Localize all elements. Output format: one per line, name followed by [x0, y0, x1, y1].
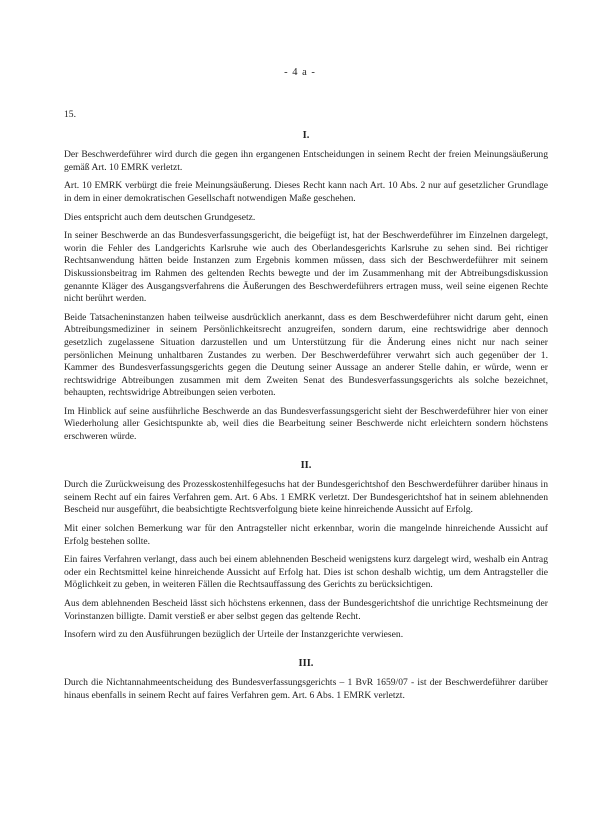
- paragraph: Durch die Zurückweisung des Prozesskostenhilfegesuchs hat der Bundesgerichtshof den Beschwerdeführer darüber hinaus in seinem Recht auf ein faires Verfahren gem. Art. 6 Abs. 1 EMRK verletzt. Der Bundesgerichtshof hat in seinem ablehnenden Bescheid nur ausgeführt, die beabsichtigte Rechtsverfolgung biete keine hinreichende Aussicht auf Erfolg.: [64, 479, 548, 516]
- section-heading-2: II.: [300, 459, 312, 471]
- paragraph: Beide Tatsacheninstanzen haben teilweise ausdrücklich anerkannt, dass es dem Beschwerdeführer nicht darum geht, einen Abtreibungsmediziner in seinem Persönlichkeitsrecht anzugreifen, sondern darum, eine rechtswidrige aber dennoch gesetzlich zugelassene Situation darzustellen und um Unterstützung für die Änderung eines nicht nur nach seiner persönlichen Meinung unhaltbaren Zustandes zu werben. Der Beschwerdeführer verwahrt sich auch gegenüber der 1. Kammer des Bundesverfassungsgerichts gegen die Deutung seiner Aussage an anderer Stelle dahin, er würde, wenn er rechtswidrige Abtreibungen zusammen mit dem Zweiten Senat des Bundesverfassungsgerichts als solche bezeichnet, behaupten, rechtswidrige Abtreibungen seien verboten.: [64, 311, 548, 399]
- paragraph: Insofern wird zu den Ausführungen bezüglich der Urteile der Instanzgerichte verwiesen.: [64, 629, 404, 641]
- section-heading-3: III.: [298, 657, 314, 669]
- paragraph: Dies entspricht auch dem deutschen Grundgesetz.: [64, 211, 256, 223]
- paragraph: Mit einer solchen Bemerkung war für den Antragsteller nicht erkennbar, worin die mangelnde hinreichende Aussicht auf Erfolg bestehen sollte.: [64, 523, 548, 547]
- page-number: - 4 a -: [284, 67, 316, 78]
- paragraph: Durch die Nichtannahmeentscheidung des Bundesverfassungsgerichts – 1 BvR 1659/07 - ist der Beschwerdeführer darüber hinaus ebenfalls in seinem Recht auf faires Verfahren gem. Art. 6 Abs. 1 EMRK verletzt.: [64, 677, 548, 701]
- paragraph: Im Hinblick auf seine ausführliche Beschwerde an das Bundesverfassungsgericht sieht der Beschwerdeführer hier von einer Wiederholung aller Gesichtspunkte ab, weil dies die Bearbeitung seiner Beschwerde nicht erleichtern sondern höchstens erschweren würde.: [64, 405, 548, 443]
- paragraph: In seiner Beschwerde an das Bundesverfassungsgericht, die beigefügt ist, hat der Beschwerdeführer im Einzelnen dargelegt, worin die Fehler des Landgerichts Karlsruhe wie auch des Oberlandesgerichts Karlsruhe zu sehen sind. Bei richtiger Rechtsanwendung hätten beide Instanzen zum Ergebnis kommen müssen, dass sich der Beschwerdeführer mit seinem Diskussionsbeitrag im Rahmen des geltenden Rechts bewegte und der im Zusammenhang mit der Abtreibungsdiskussion genannte Kläger des Ausgangsverfahrens die Äußerungen des Beschwerdeführers ertragen muss, weil seine eigenen Rechte nicht berührt werden.: [64, 230, 548, 305]
- paragraph: Der Beschwerdeführer wird durch die gegen ihn ergangenen Entscheidungen in seinem Recht der freien Meinungsäußerung gemäß Art. 10 EMRK verletzt.: [64, 149, 548, 173]
- paragraph: Ein faires Verfahren verlangt, dass auch bei einem ablehnenden Bescheid wenigstens kurz dargelegt wird, weshalb ein Antrag oder ein Rechtsmittel keine hinreichende Aussicht auf Erfolg hat. Dies ist schon deshalb wichtig, um dem Antragsteller die Möglichkeit zu geben, in weiteren Fällen die Rechtsauffassung des Gerichts zu berücksichtigen.: [64, 554, 548, 591]
- section-heading-1: I.: [302, 129, 310, 141]
- document-body: [64, 109, 548, 709]
- paragraph: Art. 10 EMRK verbürgt die freie Meinungsäußerung. Dieses Recht kann nach Art. 10 Abs. 2 nur auf gesetzlicher Grundlage in dem in einer demokratischen Gesellschaft notwendigen Maße geschehen.: [64, 180, 548, 204]
- paragraph: Aus dem ablehnenden Bescheid lässt sich höchstens erkennen, dass der Bundesgerichtshof die unrichtige Rechtsmeinung der Vorinstanzen billigte. Damit verstieß er aber selbst gegen das geltende Recht.: [64, 598, 548, 622]
- item-number: 15.: [64, 109, 76, 120]
